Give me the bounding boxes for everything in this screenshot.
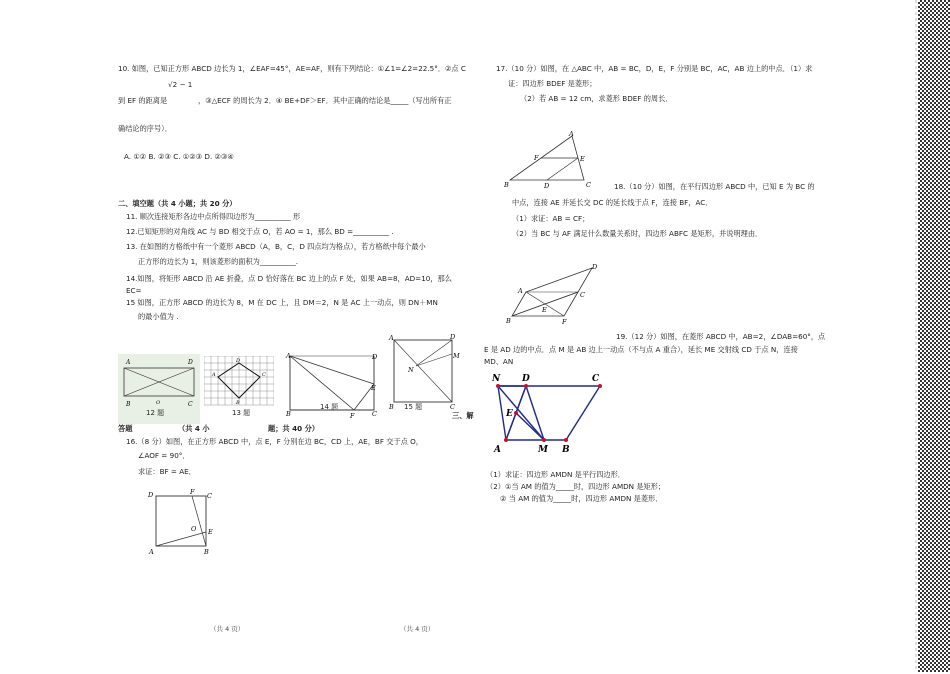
q17-line1: 17.（10 分）如图，在 △ABC 中，AB = BC，D，E，F 分别是 BC，AC，AB 边上的中点．（1）求 (496, 64, 813, 73)
fig19-label-b: B (562, 445, 570, 455)
fig16-label-e: E (208, 528, 213, 536)
fig16-label-o: O (191, 525, 197, 533)
fig19-lines (498, 386, 600, 440)
fig18-label-d: D (592, 263, 598, 271)
fig18-label-c: C (580, 291, 585, 299)
fig19-label-n: N (492, 374, 501, 384)
caption-12: 12 题 (146, 409, 165, 417)
fig14-label-b: B (286, 410, 291, 418)
fig12-label-o: O (156, 400, 161, 406)
fig12-label-d: D (188, 359, 193, 366)
fig15-label-a: A (389, 334, 394, 342)
q10-line1: 10. 如图，已知正方形 ABCD 边长为 1，∠EAF=45°，AE=AF，则有下列结论：①∠1=∠2=22.5°．②点 C (118, 64, 466, 73)
fig14-label-e: E (371, 384, 376, 392)
section3-part-c: （共 4 小 (178, 424, 210, 433)
q10-line3: 确结论的序号）． (118, 124, 172, 133)
fig16-label-b: B (204, 548, 209, 556)
figure-13 (204, 356, 274, 406)
caption-14: 14 题 (320, 403, 339, 411)
fig14-label-c: C (372, 410, 377, 418)
q18-line4: （2）当 BC 与 AF 满足什么数量关系时，四边形 ABFC 是矩形，并说明理由． (512, 229, 763, 238)
q10-line2: 到 EF 的距离是 (118, 96, 168, 105)
fig13-label-d: D (236, 358, 241, 364)
q17-line3: （2）若 AB = 12 cm，求菱形 BDEF 的周长． (520, 94, 673, 103)
q18-line3: （1）求证：AB = CF； (512, 214, 590, 223)
fig16-label-a: A (149, 548, 154, 556)
fig18-label-a: A (518, 287, 523, 295)
q19-sub3: ② 当 AM 的值为_____时，四边形 AMDN 是菱形． (500, 494, 663, 503)
fig15-label-n: N (408, 366, 414, 374)
section2-title: 二、填空题（共 4 小题；共 20 分） (118, 199, 237, 208)
fig16-label-c: C (207, 492, 212, 500)
q10-line2b: ，③△ECF 的周长为 2．④ BE+DF＞EF．其中正确的结论是_____（写出所有正 (198, 96, 452, 105)
q17-line2: 证：四边形 BDEF 是菱形； (508, 79, 597, 88)
fig13-label-c: C (262, 372, 266, 378)
fig18-label-f: F (562, 318, 567, 326)
fig15-label-d: D (450, 333, 456, 341)
fig12-label-c: C (188, 401, 193, 408)
q16-line2: ∠AOF = 90°． (138, 451, 190, 460)
q10-options: A. ①② B. ②③ C. ①②③ D. ②③④ (124, 152, 234, 161)
section3-part-b: 答题 (118, 424, 133, 433)
q16-line1: 16.（8 分）如图，在正方形 ABCD 中，点 E，F 分别在边 BC，CD 上，AE，BF 交于点 O， (126, 437, 423, 446)
q18-line2: 中点，连接 AE 并延长交 DC 的延长线于点 F，连接 BF，AC． (512, 198, 713, 207)
q19-line3: MD、AN (484, 357, 514, 366)
q19-sub2: （2）①当 AM 的值为_____时，四边形 AMDN 是矩形； (486, 482, 666, 491)
q11: 11. 顺次连接矩形各边中点所得四边形为__________ 形 (126, 212, 301, 221)
footer-right: （共 4 页） (400, 625, 435, 633)
fig17-label-e: E (580, 155, 585, 163)
q12: 12.已知矩形的对角线 AC 与 BD 相交于点 O，若 AO = 1，那么 BD =__________ . (126, 227, 394, 236)
fig14-label-d: D (372, 353, 378, 361)
fig14-label-a: A (286, 352, 291, 360)
q19-sub1: （1）求证：四边形 AMDN 是平行四边形． (486, 470, 625, 479)
figure-17 (502, 130, 602, 190)
binding-edge (908, 0, 950, 672)
fig15-label-b: B (389, 403, 394, 411)
q13-line1: 13. 在如图的方格纸中有一个菱形 ABCD（A，B，C，D 四点均为格点），若方格纸中每个最小 (126, 242, 426, 251)
q14-line2: EC= (126, 286, 142, 295)
fig15-label-c: C (450, 403, 455, 411)
q19-line1: 19.（12 分）如图，在菱形 ABCD 中，AB=2，∠DAB=60°，点 (616, 332, 826, 341)
q19-line2: E 是 AD 边的中点．点 M 是 AB 边上一动点（不与点 A 重合），延长 ME 交射线 CD 于点 N，连接 (484, 345, 798, 354)
figure-16 (146, 488, 216, 558)
fig14-label-f: F (350, 412, 355, 420)
section3-part-a: 三、解 (452, 411, 474, 420)
fig13-label-a: A (212, 372, 216, 378)
fig17-label-b: B (504, 181, 509, 189)
fig17-label-a: A (569, 130, 574, 138)
fig19-label-m: M (538, 445, 548, 455)
fig13-label-b: B (236, 400, 240, 406)
fig12-label-b: B (126, 401, 131, 408)
caption-15: 15 题 (404, 403, 423, 411)
figure-19 (486, 370, 612, 456)
fig19-label-a: A (494, 445, 501, 455)
q15-line1: 15 如图，正方形 ABCD 的边长为 8，M 在 DC 上，且 DM＝2，N 是 AC 上一动点，则 DN＋MN (126, 298, 438, 307)
q13-line2: 正方形的边长为 1，则该菱形的面积为__________. (138, 257, 299, 266)
q16-line3: 求证：BF = AE． (138, 467, 196, 476)
fig19-label-d: D (522, 374, 530, 384)
fig18-label-b: B (506, 317, 511, 325)
fig12-label-a: A (126, 359, 131, 366)
fig16-label-f: F (190, 488, 195, 496)
figure-15 (388, 332, 460, 412)
fig17-label-c: C (586, 181, 591, 189)
caption-13: 13 题 (232, 409, 251, 417)
footer-left: （共 4 页） (210, 625, 245, 633)
fig18-label-e: E (542, 306, 547, 314)
q10-sqrt-expr: √2 − 1 (168, 80, 193, 89)
fig17-label-f: F (534, 154, 539, 162)
figure-18 (506, 260, 606, 326)
fig17-label-d: D (544, 182, 550, 190)
q14-line1: 14.如图，将矩形 ABCD 沿 AE 折叠，点 D 恰好落在 BC 边上的点 F 处，如果 AB=8，AD=10，那么 (126, 274, 452, 283)
q18-line1: 18.（10 分）如图，在平行四边形 ABCD 中，已知 E 为 BC 的 (614, 182, 815, 191)
fig19-label-c: C (592, 374, 600, 384)
q15-line2: 的最小值为 . (138, 312, 179, 321)
fig19-label-e: E (506, 409, 513, 419)
fig15-label-m: M (453, 352, 460, 360)
section3-part-d: 题；共 40 分） (268, 424, 319, 433)
fig16-label-d: D (148, 491, 154, 499)
